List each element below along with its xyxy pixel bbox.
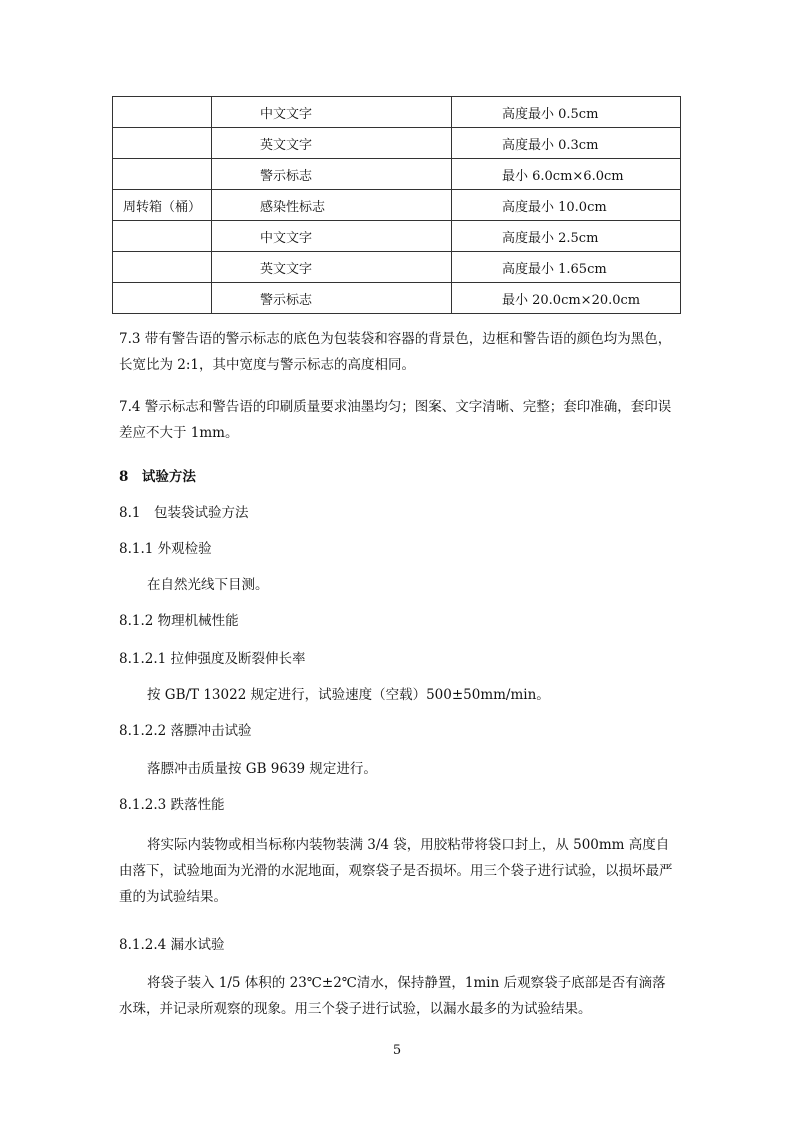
table-cell: 中文文字: [212, 97, 452, 128]
paragraph-8-1-2-4: 将袋子装入 1/5 体积的 23℃±2℃清水，保持静置，1min 后观察袋子底部是否有滴落水珠，并记录所观察的现象。用三个袋子进行试验，以漏水最多的为试验结果。: [119, 975, 666, 1017]
table-row: [113, 221, 681, 252]
paragraph-8-1-2-1: 按 GB/T 13022 规定进行，试验速度（空载）500±50mm/min。: [147, 687, 550, 703]
subsection-heading-8-1-2-3: 8.1.2.3 跌落性能: [119, 797, 225, 813]
subsection-heading-8-1-2-1: 8.1.2.1 拉伸强度及断裂伸长率: [119, 651, 306, 667]
table-cell: 英文文字: [212, 252, 452, 283]
subsection-heading-8-1-1: 8.1.1 外观检验: [119, 541, 212, 557]
table-cell: 警示标志: [212, 283, 452, 314]
label-size-table: [112, 96, 681, 314]
paragraph-7-4: 7.4 警示标志和警告语的印刷质量要求油墨均匀；图案、文字清晰、完整；套印准确，套印误差应不大于 1mm。: [119, 399, 672, 441]
table-cell: [113, 283, 212, 314]
subsection-heading-8-1: 8.1 包装袋试验方法: [119, 505, 249, 521]
table-cell: 最小 20.0cm×20.0cm: [452, 283, 681, 314]
table-cell: 高度最小 2.5cm: [452, 221, 681, 252]
table-cell: 警示标志: [212, 159, 452, 190]
paragraph-7-3: 7.3 带有警告语的警示标志的底色为包装袋和容器的背景色，边框和警告语的颜色均为黑色，长宽比为 2:1，其中宽度与警示标志的高度相同。: [119, 331, 672, 373]
table-row: [113, 128, 681, 159]
table-cell: 高度最小 10.0cm: [452, 190, 681, 221]
table-cell: [113, 252, 212, 283]
table-cell: 感染性标志: [212, 190, 452, 221]
table-row: [113, 97, 681, 128]
table-row: [113, 283, 681, 314]
subsection-heading-8-1-2: 8.1.2 物理机械性能: [119, 613, 239, 629]
table-row: [113, 252, 681, 283]
table-cell: [113, 221, 212, 252]
table-cell: 高度最小 0.3cm: [452, 128, 681, 159]
table-cell: [113, 159, 212, 190]
paragraph-8-1-2-3: 将实际内装物或相当标称内装物装满 3/4 袋，用胶粘带将袋口封上，从 500mm 高度自由落下，试验地面为光滑的水泥地面，观察袋子是否损坏。用三个袋子进行试验，以损坏最严重的为试验结果。: [119, 837, 673, 905]
table-cell: 高度最小 0.5cm: [452, 97, 681, 128]
page-number: 5: [392, 1043, 402, 1058]
paragraph-8-1-2-2: 落膘冲击质量按 GB 9639 规定进行。: [147, 761, 377, 777]
table-row: [113, 190, 681, 221]
table-cell: 高度最小 1.65cm: [452, 252, 681, 283]
table-cell: [113, 97, 212, 128]
paragraph-8-1-1: 在自然光线下目测。: [147, 577, 269, 593]
table-cell: 英文文字: [212, 128, 452, 159]
subsection-heading-8-1-2-4: 8.1.2.4 漏水试验: [119, 937, 225, 953]
table-cell: 中文文字: [212, 221, 452, 252]
section-heading-8: 8 试验方法: [119, 469, 196, 485]
table-cell: 周转箱（桶）: [113, 190, 212, 221]
subsection-heading-8-1-2-2: 8.1.2.2 落膘冲击试验: [119, 723, 252, 739]
table-cell: 最小 6.0cm×6.0cm: [452, 159, 681, 190]
table-row: [113, 159, 681, 190]
table-cell: [113, 128, 212, 159]
